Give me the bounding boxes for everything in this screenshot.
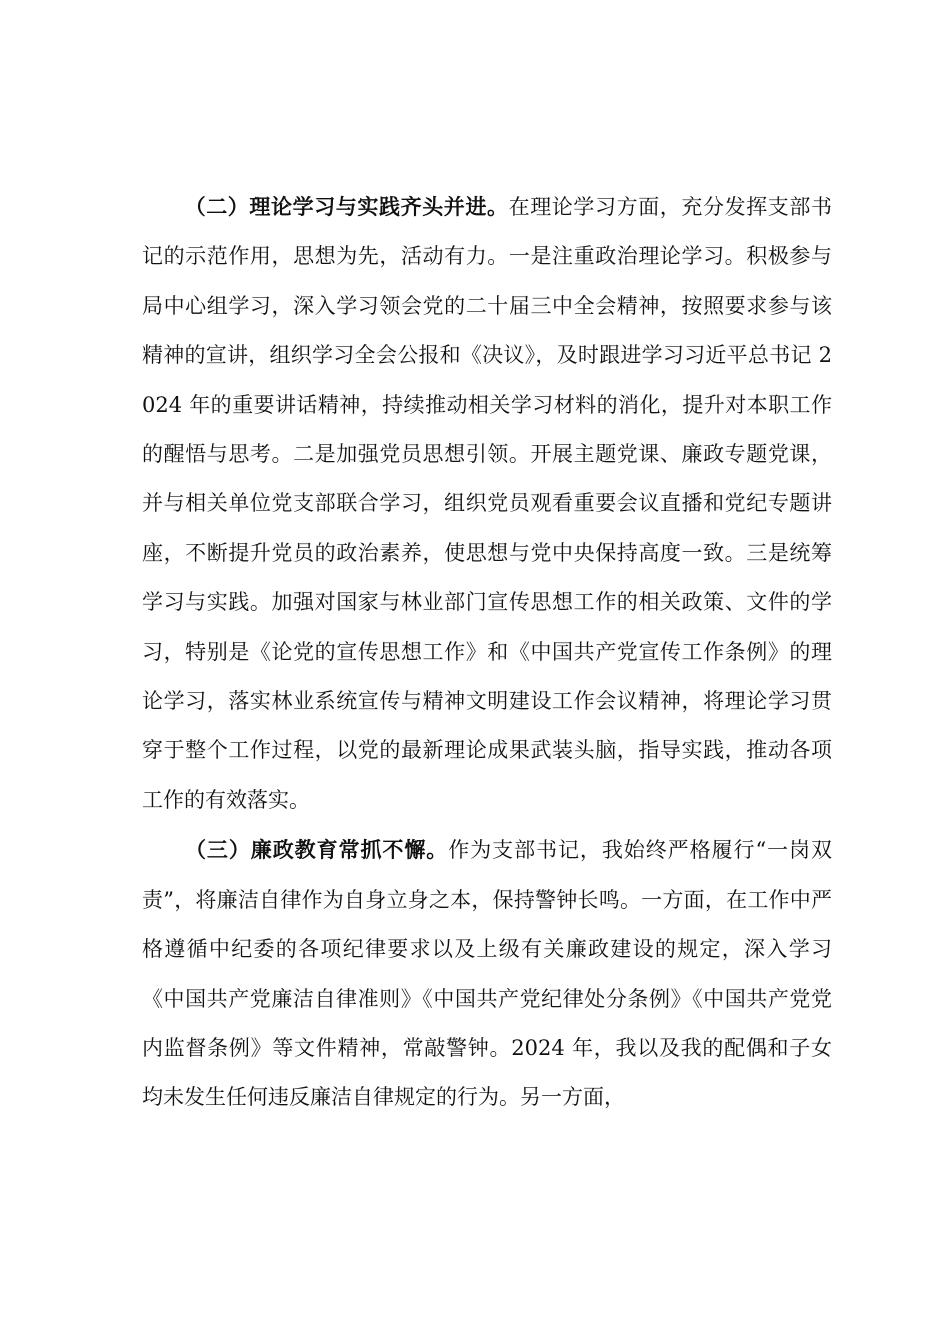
paragraph-integrity-education [142, 825, 832, 1122]
paragraph-heading: （二）理论学习与实践齐头并进。 [184, 194, 509, 219]
document-body [142, 182, 832, 1123]
paragraph-heading: （三）廉政教育常抓不懈。 [184, 837, 449, 863]
paragraph-theory-study [142, 182, 832, 825]
paragraph-text: 在理论学习方面，充分发挥支部书记的示范作用，思想为先，活动有力。一是注重政治理论学习。积极参与局中心组学习，深入学习领会党的二十届三中全会精神，按照要求参与该精神的宣讲，组织学习全会公报和《决议》，及时跟进学习习近平总书记 2024 年的重要讲话精神，持续推动相关学习材料的消化，提升对本职工作的醒悟与思考。二是加强党员思想引领。开展主题党课、廉政专题党课，并与相关单位党支部联合学习，组织党员观看重要会议直播和党纪专题讲座，不断提升党员的政治素养，使思想与党中央保持高度一致。三是统筹学习与实践。加强对国家与林业部门宣传思想工作的相关政策、文件的学习，特别是《论党的宣传思想工作》和《中国共产党宣传工作条例》的理论学习，落实林业系统宣传与精神文明建设工作会议精神，将理论学习贯穿于整个工作过程，以党的最新理论成果武装头脑，指导实践，推动各项工作的有效落实。 [142, 195, 833, 812]
paragraph-text: 作为支部书记，我始终严格履行“一岗双责”，将廉洁自律作为自身立身之本，保持警钟长鸣。一方面，在工作中严格遵循中纪委的各项纪律要求以及上级有关廉政建设的规定，深入学习《中国共产党廉洁自律准则》《中国共产党纪律处分条例》《中国共产党党内监督条例》等文件精神，常敲警钟。2024 年，我以及我的配偶和子女均未发生任何违反廉洁自律规定的行为。另一方面， [142, 838, 833, 1110]
